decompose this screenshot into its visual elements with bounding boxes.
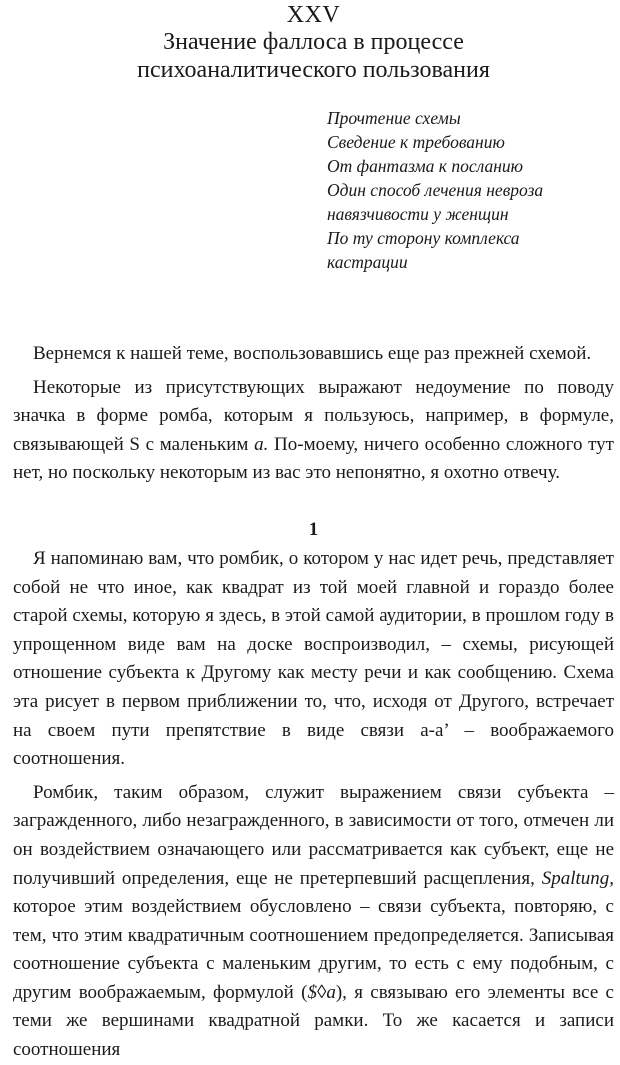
summary-line: кастрации	[327, 252, 408, 272]
chapter-number: XXV	[286, 2, 341, 28]
paragraph: Я напоминаю вам, что ромбик, о котором у нас идет речь, представляет собой не что иное, как квадрат из той моей главной и гораздо более старой схемы, которую я здесь, в этой самой аудитории, в прошлом году в упрощенном виде вам на доске воспроизводил, – схемы, рисующей отношение субъекта к Другому как месту речи и как сообщению. Схема эта рисует в первом приближении то, что, исходя от Другого, встречает на своем пути препятствие в виде связи а-а’ – воображаемого соотношения.	[13, 547, 614, 770]
text-run: которое этим воздействием обусловлено – связи субъекта, повторяю, с тем, что этим квадратичным соотношением предопределяется. Записывая соотношение субъекта с маленьким другим, то есть с ему подобным, с другим воображаемым, формулой (	[13, 896, 614, 1003]
italic-text: а.	[254, 433, 269, 455]
text-run: Некоторые из присутствующих выражают недоумение по поводу значка в форме ромба, которым я пользуюсь, например, в формуле, связывающей S с маленьким	[13, 376, 614, 455]
formula: $◊a	[307, 981, 336, 1003]
paragraph	[13, 374, 614, 488]
chapter-title-line-2: психоаналитического пользования	[137, 57, 490, 83]
summary-line: навязчивости у женщин	[327, 204, 509, 224]
paragraph	[13, 779, 614, 1065]
summary-line: Прочтение схемы	[327, 108, 461, 128]
summary-line: Один способ лечения невроза	[327, 180, 544, 200]
section-number: 1	[308, 518, 319, 540]
italic-text: Spaltung,	[541, 867, 614, 889]
chapter-title-line-1: Значение фаллоса в процессе	[163, 29, 464, 55]
chapter-summary	[327, 106, 614, 274]
paragraph: Вернемся к нашей теме, воспользовавшись еще раз прежней схемой.	[33, 343, 592, 364]
section-text	[13, 545, 614, 1065]
text-run: По-моему, ничего особенно сложного тут нет, но поскольку некоторым из вас это непонятно, я охотно отвечу.	[13, 433, 614, 484]
intro-text	[13, 340, 614, 488]
summary-line: Сведение к требованию	[327, 132, 505, 152]
text-run: ), я связываю его элементы все с теми же вершинами квадратной рамки. То же касается и записи соотношения	[13, 981, 614, 1061]
summary-line: По ту сторону комплекса	[327, 228, 520, 248]
chapter-title	[13, 28, 614, 84]
text-run: Ромбик, таким образом, служит выражением связи субъекта – загражденного, либо незагражденного, в зависимости от того, отмечен ли он воздействием означающего или рассматривается как субъект, еще не получивший определения, еще не претерпевший расщепления,	[13, 781, 614, 889]
summary-line: От фантазма к посланию	[327, 156, 523, 176]
